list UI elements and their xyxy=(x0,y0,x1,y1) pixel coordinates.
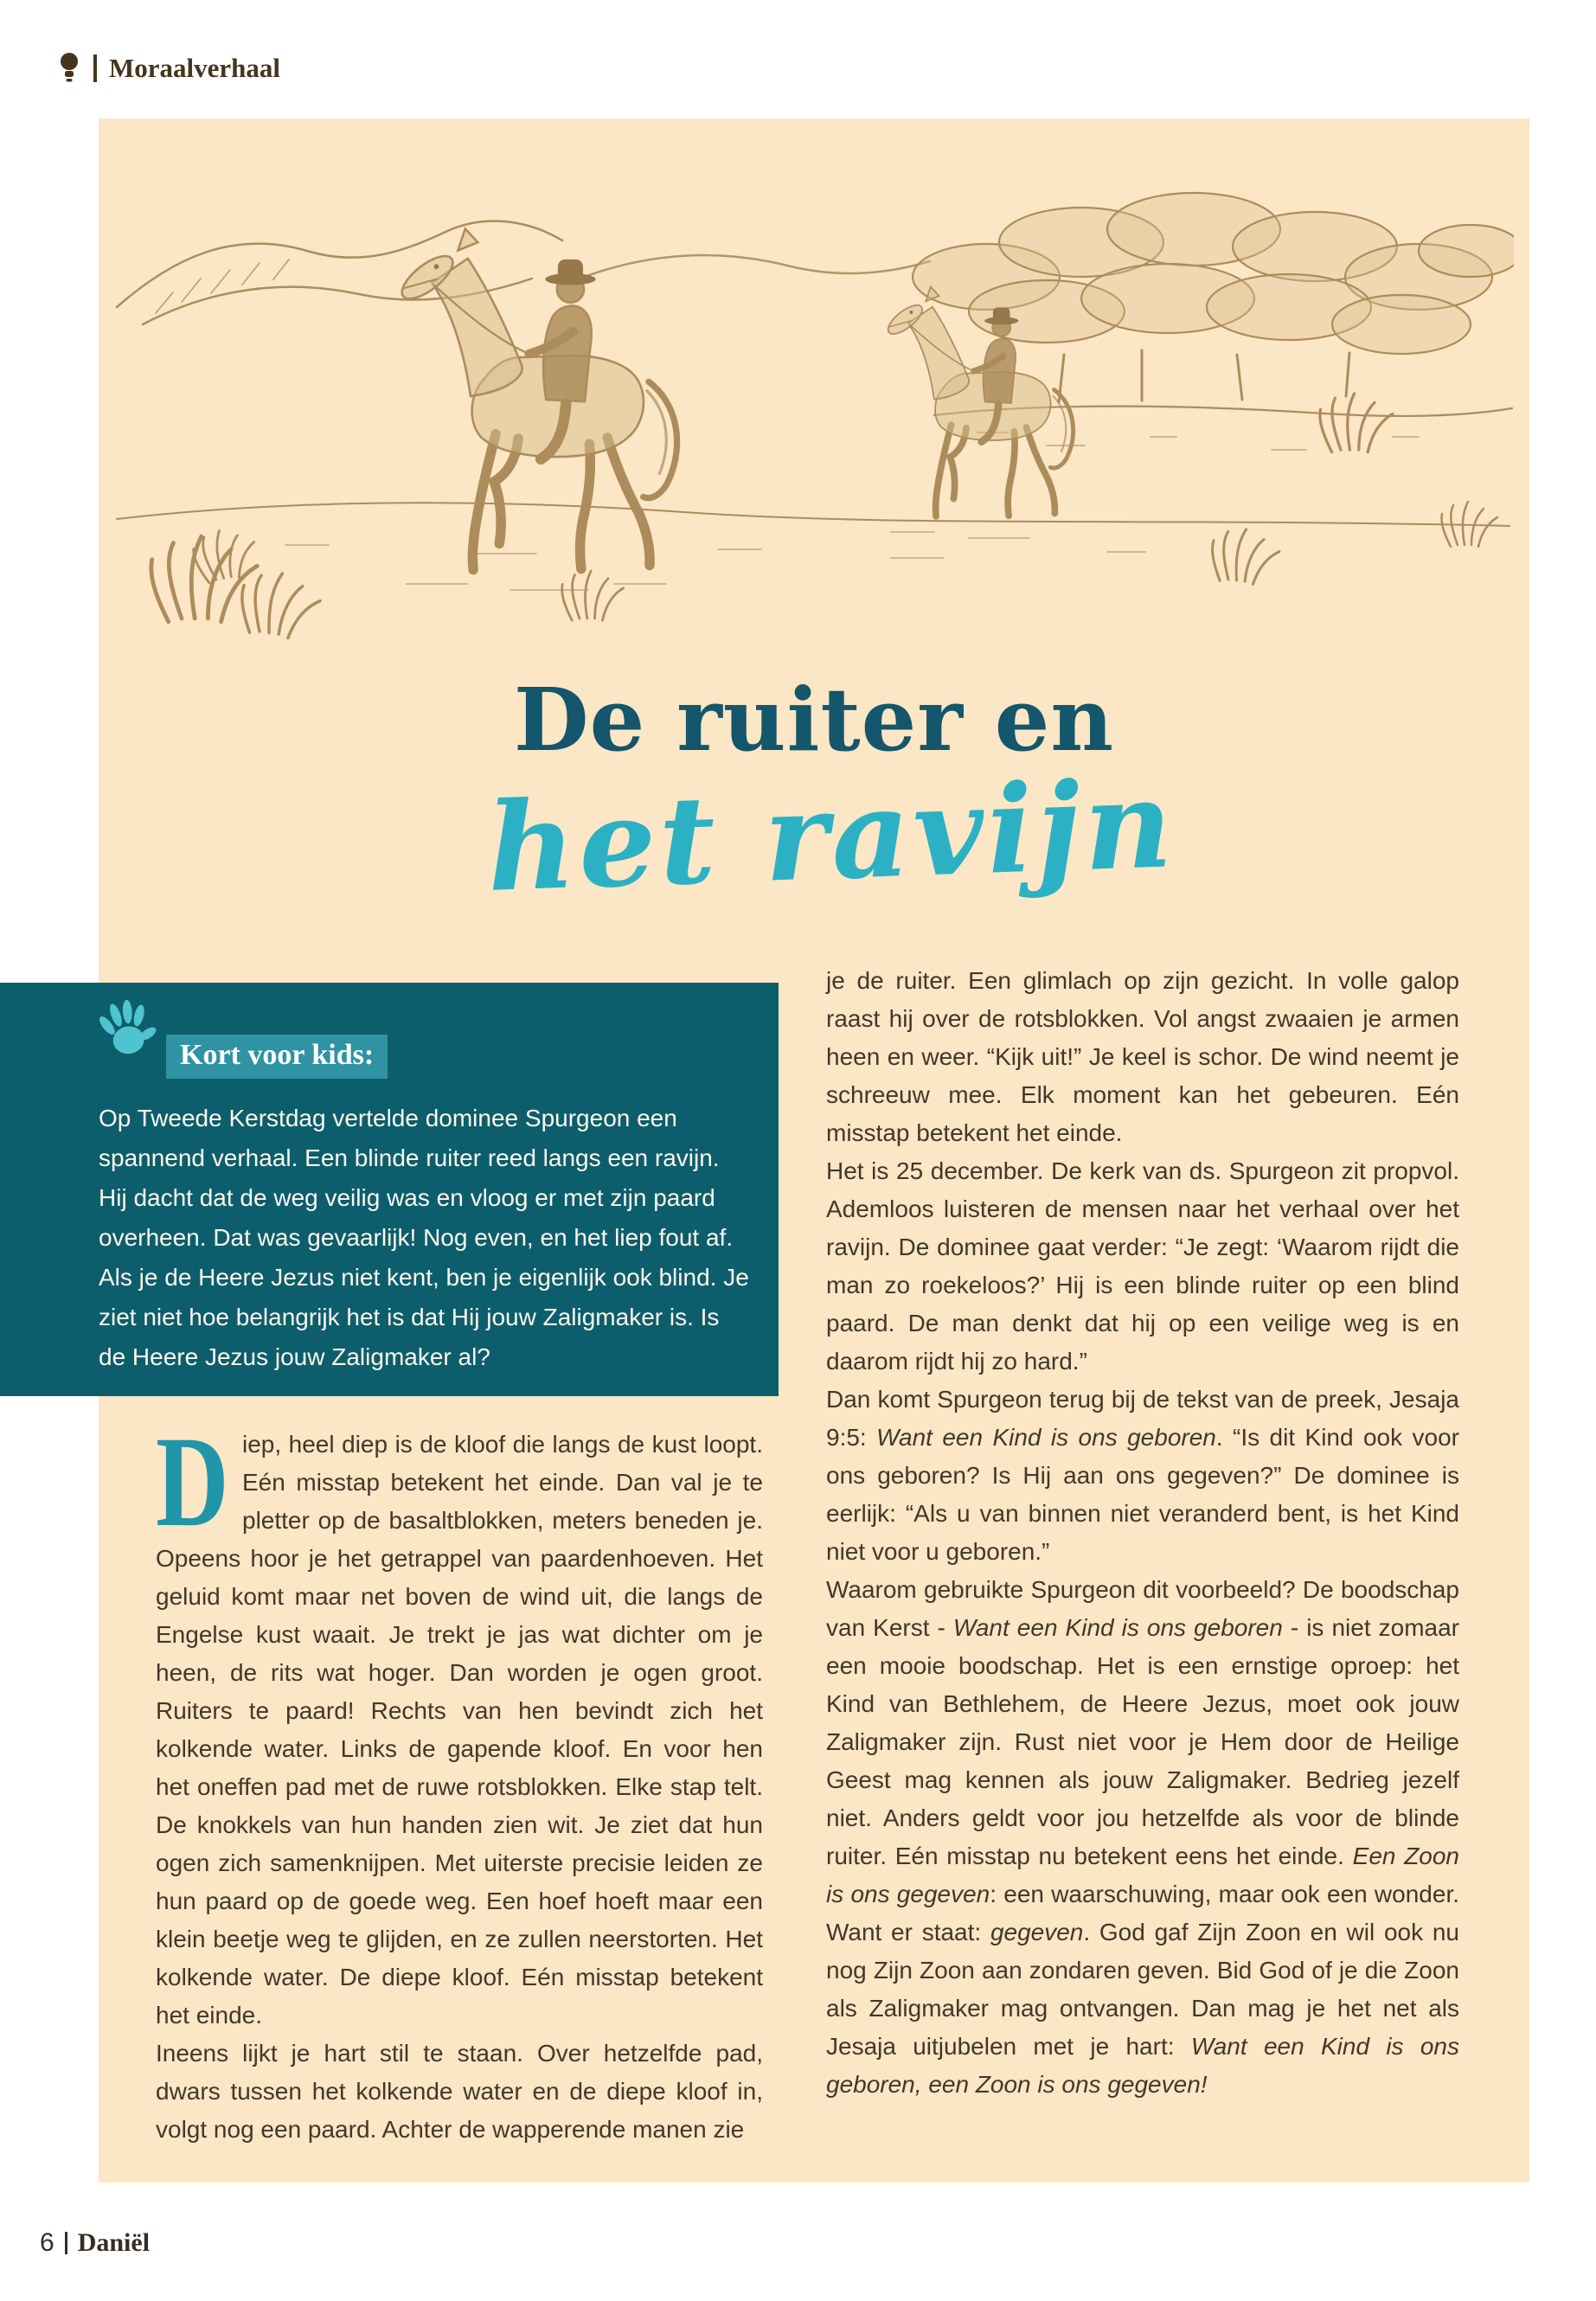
handprint-icon xyxy=(89,994,163,1067)
page-footer xyxy=(40,2228,150,2258)
section-header xyxy=(57,50,280,87)
magazine-name: Daniël xyxy=(77,2228,151,2257)
horse-and-rider xyxy=(395,229,676,570)
section-label: Moraalverhaal xyxy=(109,53,281,83)
grass-tufts xyxy=(151,394,1497,642)
paragraph-text: je de ruiter. Een glimlach op zijn gezicht. In volle galop raast hij over de rotsblokken. Vol angst zwaaien je armen heen en weer. “Kijk uit!” Je keel is schor. De wind neemt je schreeuw mee. Elk moment kan het gebeuren. Eén misstap betekent het einde. xyxy=(826,967,1459,1146)
paragraph-text: iep, heel diep is de kloof die langs de kust loopt. Eén misstap betekent het einde. Dan val je te pletter op de basaltblokken, meters beneden je. Opeens hoor je het getrappel van paardenhoeven. Het geluid komt maar net boven de wind uit, die langs de Engelse kust waait. Je trekt je jas wat dichter om je heen, de rits wat hoger. Dan worden je ogen groot. Ruiters te paard! Rechts van hen bevindt zich het kolkende water. Links de gapende kloof. En voor hen het oneffen pad met de ruwe rotsblokken. Elke stap telt. De knokkels van hun handen zien wit. Je ziet dat hun ogen zich samenknijpen. Met uiterste precisie leiden ze hun paard op de goede weg. Een hoef hoeft maar een klein beetje weg te glijden, en ze zullen neerstorten. Het kolkende water. De diepe kloof. Eén misstap betekent het einde. xyxy=(156,1431,763,2029)
article-paragraph xyxy=(826,1152,1459,1381)
paragraph-text: Ineens lijkt je hart stil te staan. Over hetzelfde pad, dwars tussen het kolkende water en de diepe kloof in, volgt nog een paard. Achter de wapperende manen zie xyxy=(156,2040,763,2143)
paragraph-text: Waarom gebruikte Spurgeon dit voorbeeld? De boodschap van Kerst - Want een Kind is ons geboren - is niet zomaar een mooie boodschap. Het is een ernstige oproep: het Kind van Bethlehem, de Heere Jezus, moet ook jouw Zaligmaker zijn. Rust niet voor je Hem door de Heilige Geest mag kennen als jouw Zaligmaker. Bedrieg jezelf niet. Anders geldt voor jou hetzelfde als voor de blinde ruiter. Eén misstap nu betekent eens het einde. Een Zoon is ons gegeven: een waarschuwing, maar ook een wonder. Want er staat: gegeven. God gaf Zijn Zoon en wil ook nu nog Zijn Zoon aan zondaren geven. Bid God of je die Zoon als Zaligmaker mag ontvangen. Dan mag je het net als Jesaja uitjubelen met je hart: Want een Kind is ons geboren, een Zoon is ons gegeven! xyxy=(826,1576,1460,2098)
article-paragraph xyxy=(826,1571,1459,2104)
kids-box xyxy=(0,983,779,1396)
article-paragraph xyxy=(826,962,1459,1152)
horses-illustration xyxy=(112,147,1514,666)
footer-divider xyxy=(65,2232,67,2254)
page-number: 6 xyxy=(40,2228,54,2257)
article-paragraph xyxy=(826,1381,1459,1571)
article-paragraph xyxy=(156,1410,763,2035)
kids-box-heading: Kort voor kids: xyxy=(166,1035,388,1079)
header-divider xyxy=(93,54,97,82)
article-title-line2: het ravijn xyxy=(484,753,1178,920)
paragraph-text: Dan komt Spurgeon terug bij de tekst van de preek, Jesaja 9:5: Want een Kind is ons geboren. “Is dit Kind ook voor ons geboren? Is Hij aan ons gegeven?” De dominee is eerlijk: “Als u van binnen niet veranderd bent, is het Kind niet voor u geboren.” xyxy=(826,1386,1459,1565)
article-title-line1: De ruiter en xyxy=(513,669,1115,771)
article-paragraph xyxy=(156,2035,763,2149)
lightbulb-icon xyxy=(57,50,81,87)
paragraph-text: Het is 25 december. De kerk van ds. Spurgeon zit propvol. Ademloos luisteren de mensen naar het verhaal over het ravijn. De dominee gaat verder: “Je zegt: ‘Waarom rijdt die man zo roekeloos?’ Hij is een blinde ruiter op een blind paard. De man denkt dat hij op een veilige weg is en daarom rijdt hij zo hard.” xyxy=(826,1157,1459,1375)
kids-box-text: Op Tweede Kerstdag vertelde dominee Spurgeon een spannend verhaal. Een blinde ruiter reed langs een ravijn. Hij dacht dat de weg veilig was en vloog er met zijn paard overheen. Dat was gevaarlijk! Nog even, en het liep fout af. Als je de Heere Jezus niet kent, ben je eigenlijk ook blind. Je ziet niet hoe belangrijk het is dat Hij jouw Zaligmaker is. Is de Heere Jezus jouw Zaligmaker al? xyxy=(99,1105,749,1370)
dropcap: D xyxy=(156,1410,229,1554)
hills xyxy=(117,221,930,324)
article-column-right xyxy=(826,962,1459,2104)
article-column-left xyxy=(156,1410,763,2149)
ground xyxy=(117,503,1509,590)
